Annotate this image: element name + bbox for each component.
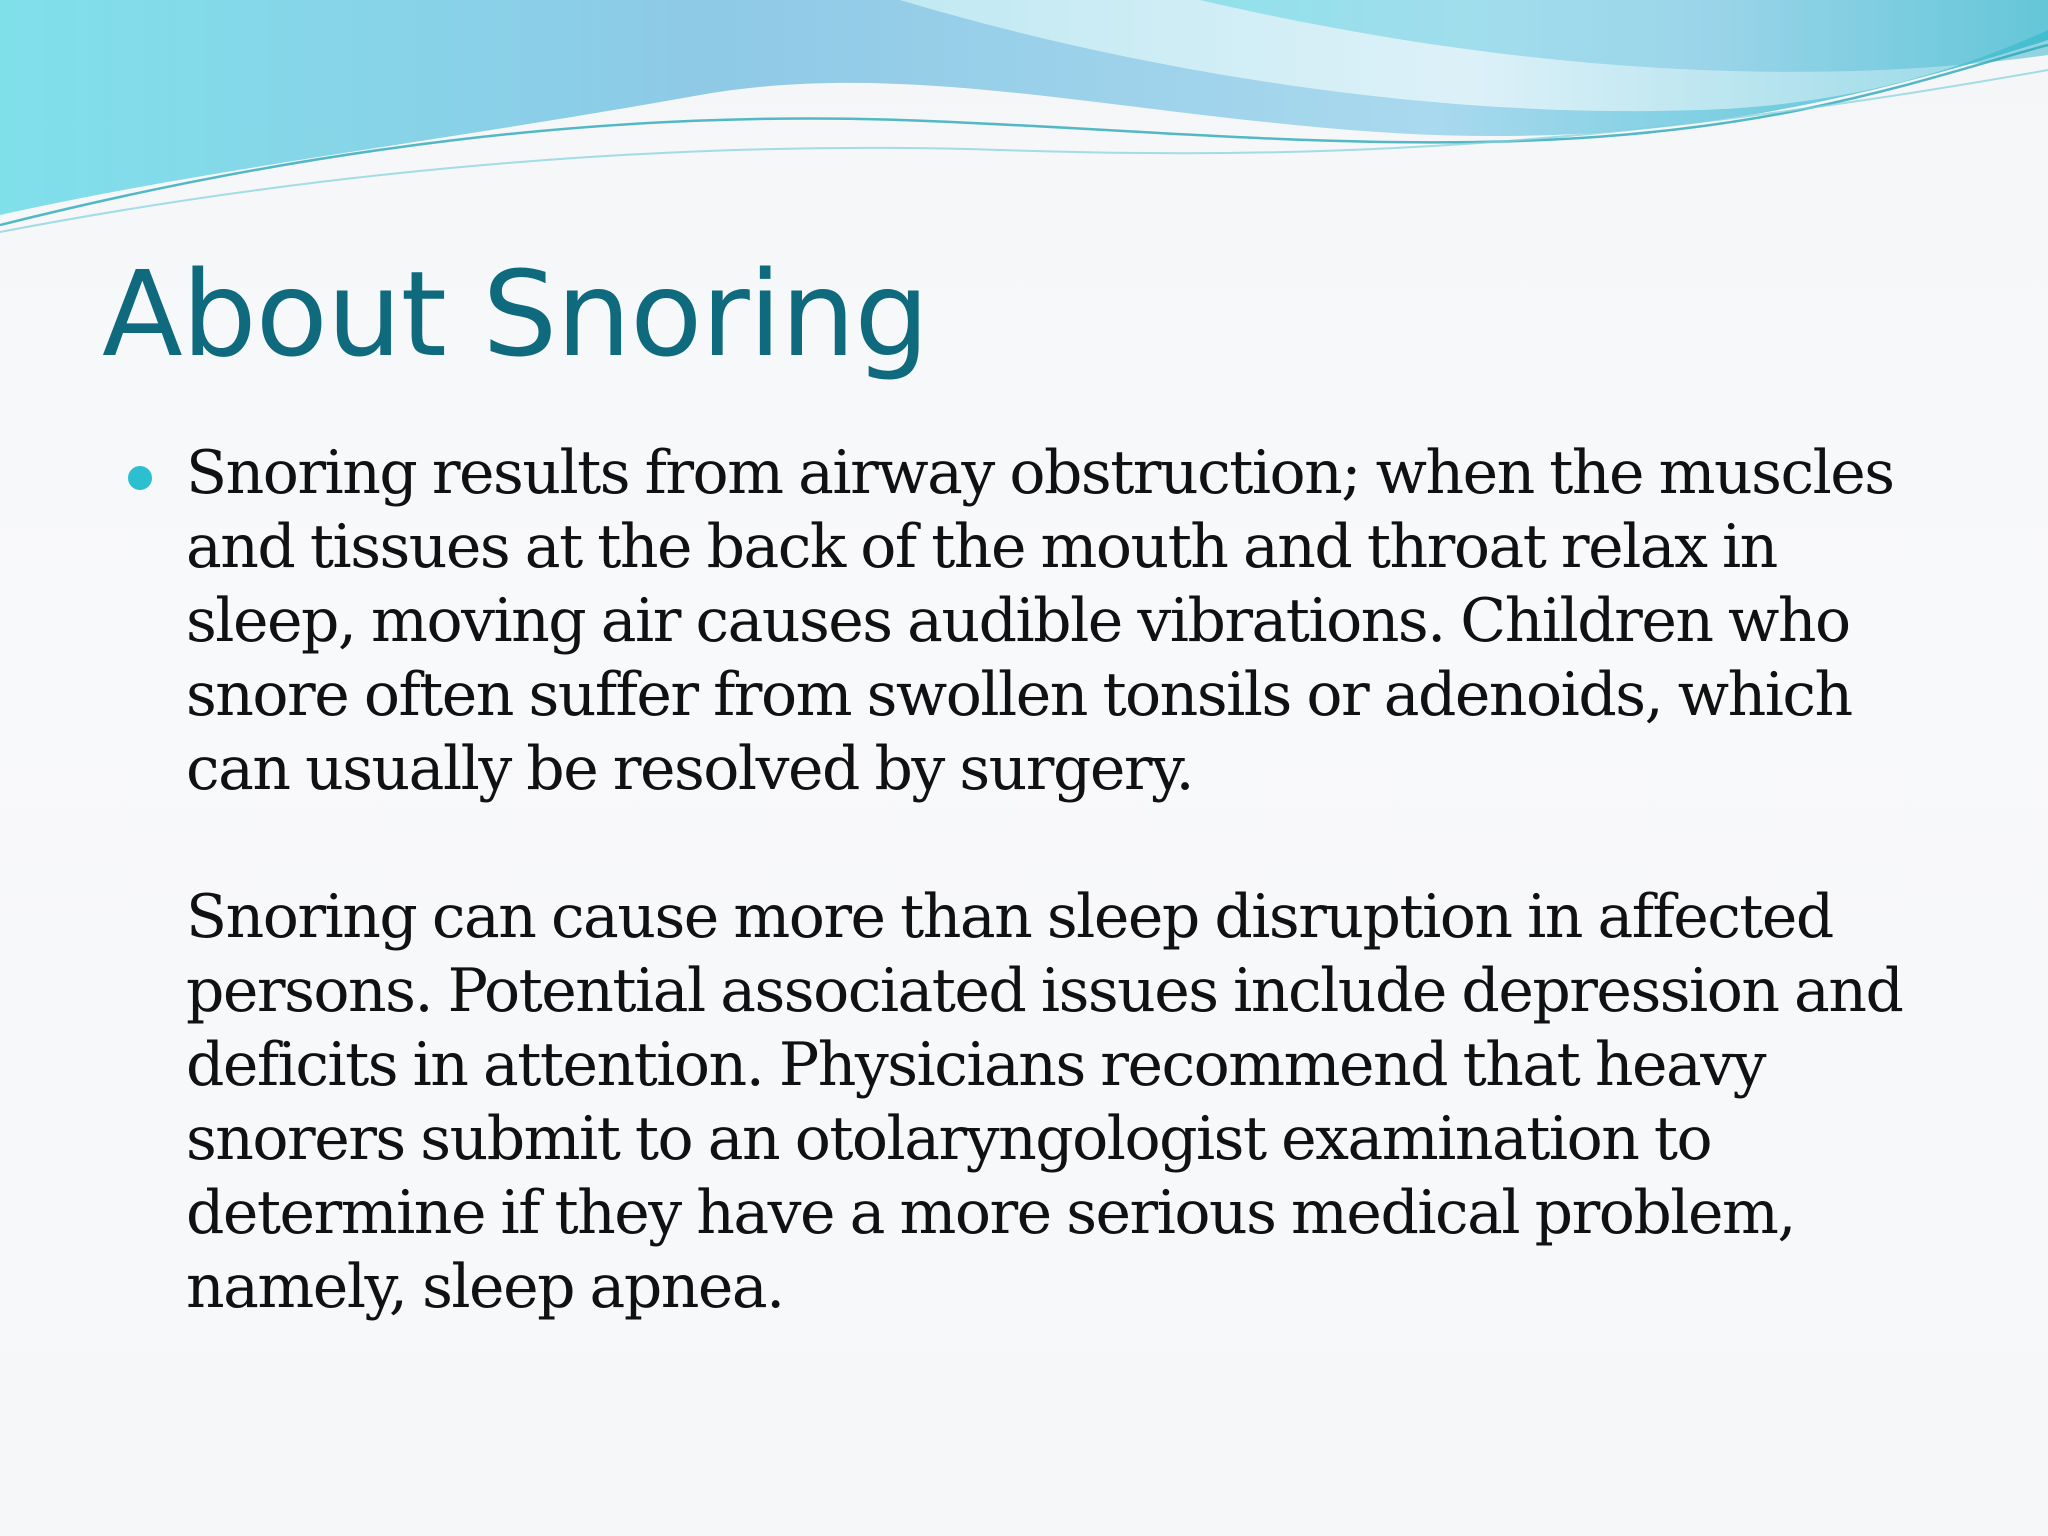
paragraph-snoring-effects: Snoring can cause more than sleep disruption in affected persons. Potential associated issues include depression and deficits in attention. Physicians recommend that heavy snorers submit to an otolaryngologist examination to determine if they have a more serious medical problem, namely, sleep apnea. xyxy=(186,882,1903,1322)
slide-body xyxy=(128,436,1948,1324)
paragraph-snoring-causes: Snoring results from airway obstruction; when the muscles and tissues at the back of the mouth and throat relax in sleep, moving air causes audible vibrations. Children who snore often suffer from swollen tonsils or adenoids, which can usually be resolved by surgery. xyxy=(186,438,1894,804)
slide-title: About Snoring xyxy=(102,245,929,383)
bullet-dot-icon xyxy=(128,466,152,490)
header-wave-decoration xyxy=(0,0,2048,260)
bullet-item xyxy=(128,436,1948,1324)
